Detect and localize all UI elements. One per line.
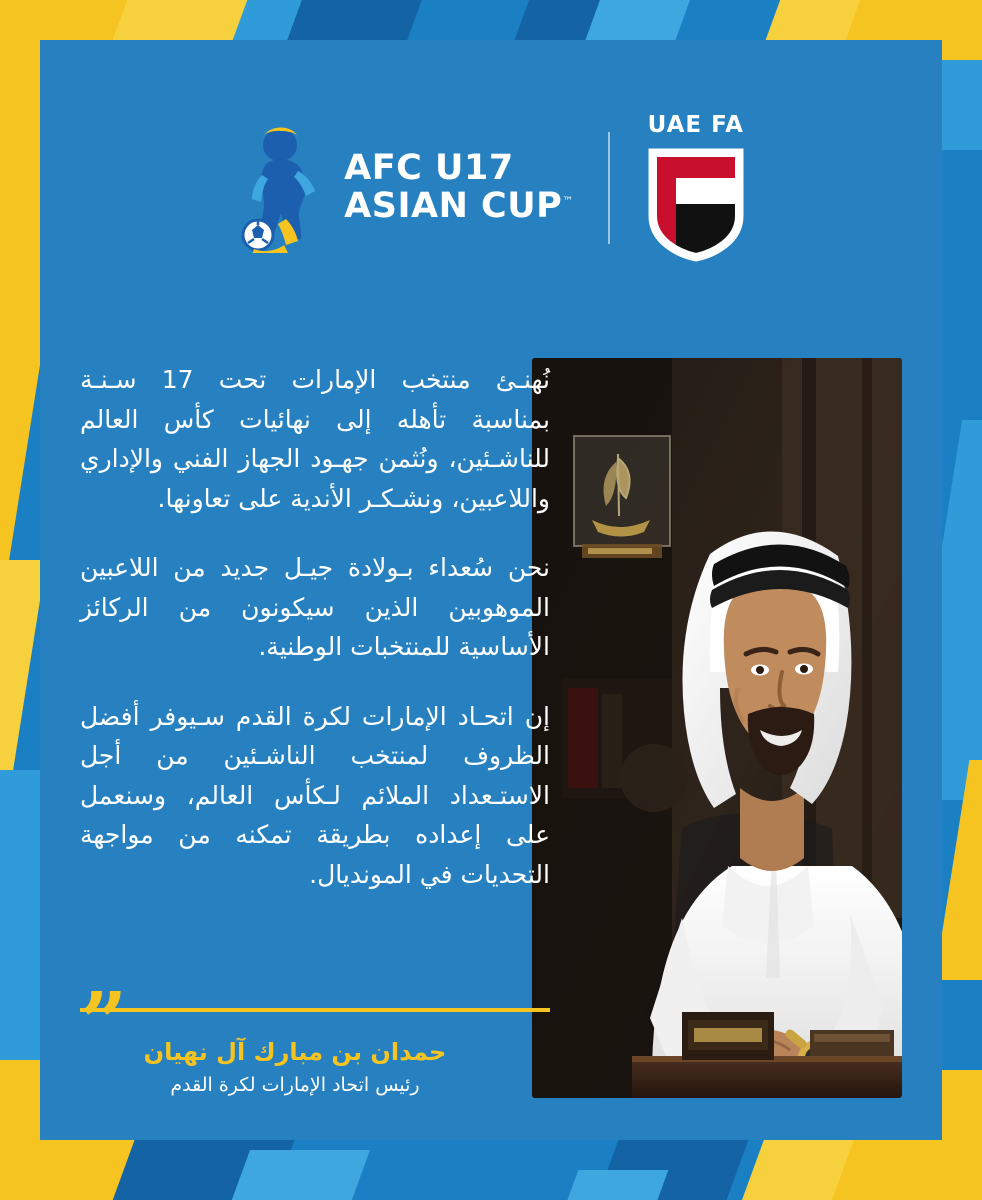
statement-paragraph-2: نحن سُعداء بـولادة جيـل جديد من اللاعبين الموهوبين الذين سيكونون من الركائز الأساسية للمنتخبات الوطنية. <box>80 553 550 661</box>
afc-logo-text <box>344 150 574 226</box>
uae-fa-logo <box>644 112 748 264</box>
statement-body <box>80 318 902 1096</box>
attribution-name: حمدان بن مبارك آل نهيان <box>143 1038 447 1066</box>
uae-fa-label: UAE FA <box>647 112 744 138</box>
afc-logo-line-2: ASIAN CUP™ <box>344 186 574 226</box>
official-portrait-photo <box>532 358 902 1098</box>
decor-shape-bottom-right-blue-2 <box>546 1170 669 1200</box>
quotation-mark-icon: ” <box>80 975 128 1071</box>
afc-logo-line-1: AFC U17 <box>344 148 514 189</box>
content-card <box>40 40 942 1140</box>
logo-header <box>40 108 942 268</box>
attribution-role: رئيس اتحاد الإمارات لكرة القدم <box>170 1074 420 1096</box>
statement-paragraph-3: إن اتحـاد الإمارات لكرة القدم سـيوفر أفضل الظروف لمنتخب الناشـئين من أجل الاستـعداد الملائم لـكأس العالم، وسنعمل على إعداده بطريقة تمكنه من مواجهة التحديات في المونديال. <box>80 701 550 889</box>
afc-u17-asian-cup-logo <box>234 123 574 253</box>
trademark-symbol: ™ <box>562 194 574 208</box>
football-player-icon <box>234 123 326 253</box>
vertical-divider <box>608 132 610 244</box>
statement-paragraph-1: نُهنـئ منتخب الإمارات تحت 17 سـنـة بمناسبة تأهله إلى نهائيات كأس العالم للناشـئين، ونُثمن جهـود الجهاز الفني والإداري واللاعبين، ونشـكـر الأندية على تعاونها. <box>80 365 550 513</box>
uae-fa-crest-icon <box>644 146 748 264</box>
statement-text-column <box>80 360 550 924</box>
attribution-block <box>80 975 550 1096</box>
